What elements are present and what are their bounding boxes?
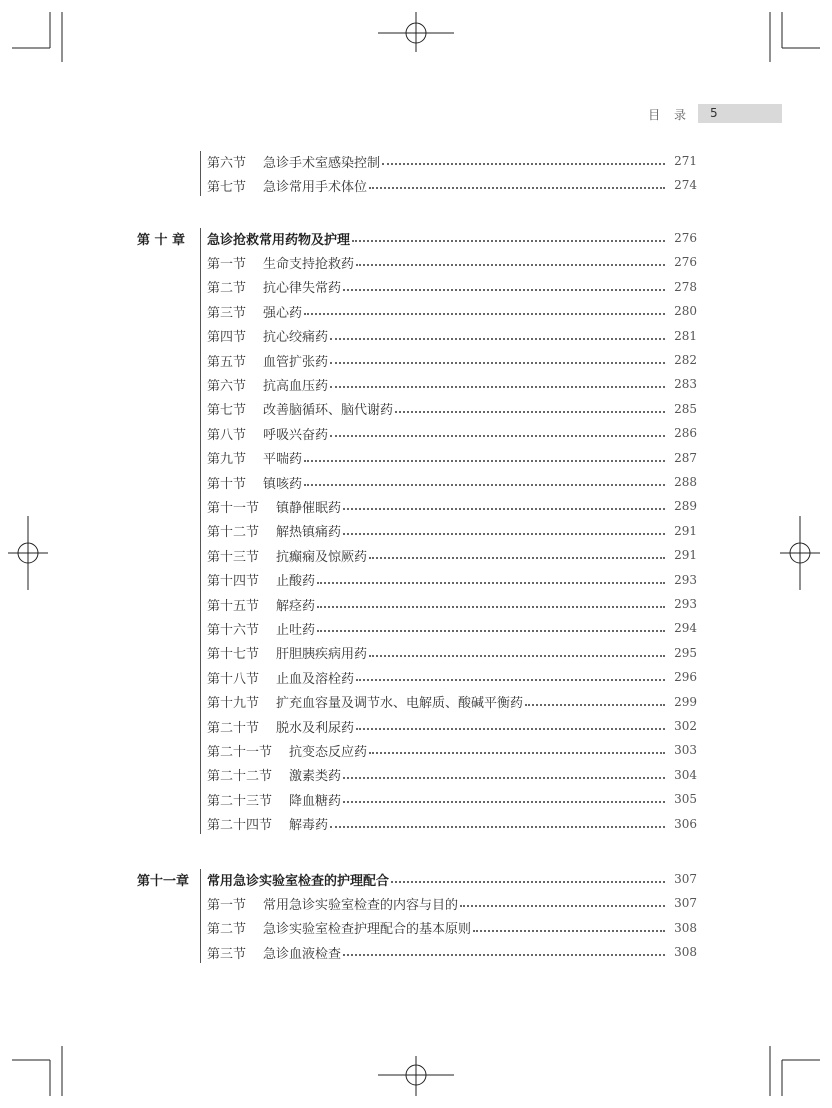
dot-leader xyxy=(369,187,665,189)
section-label: 第二十二节 xyxy=(207,769,273,785)
dot-leader xyxy=(330,386,665,388)
dot-leader xyxy=(304,460,665,462)
section-entry[interactable] xyxy=(137,789,697,809)
section-title: 肝胆胰疾病用药 xyxy=(276,647,368,663)
section-label: 第四节 xyxy=(207,330,247,346)
section-title: 平喘药 xyxy=(263,452,303,468)
section-entry[interactable] xyxy=(137,594,697,614)
section-label: 第一节 xyxy=(207,256,247,272)
section-label: 第十二节 xyxy=(207,525,260,541)
section-page: 293 xyxy=(674,572,697,587)
section-label: 第七节 xyxy=(207,179,247,195)
section-title: 止酸药 xyxy=(276,574,316,590)
section-label: 第十八节 xyxy=(207,671,260,687)
section-label: 第十九节 xyxy=(207,696,260,712)
section-entry[interactable] xyxy=(137,326,697,346)
section-page: 281 xyxy=(674,328,697,343)
dot-leader xyxy=(356,264,665,266)
section-page: 287 xyxy=(674,450,697,465)
section-label: 第九节 xyxy=(207,452,247,468)
section-title: 抗心律失常药 xyxy=(263,281,342,297)
dot-leader xyxy=(473,930,665,932)
section-page: 288 xyxy=(674,475,697,489)
section-entry[interactable] xyxy=(137,277,697,297)
section-entry[interactable] xyxy=(137,448,697,468)
section-label: 第三节 xyxy=(207,946,247,962)
section-title: 抗变态反应药 xyxy=(289,744,368,760)
section-title: 常用急诊实验室检查的内容与目的 xyxy=(263,897,459,913)
section-title: 血管扩张药 xyxy=(263,354,329,370)
divider-line xyxy=(200,151,201,196)
chapter-page: 307 xyxy=(674,872,697,886)
section-title: 解毒药 xyxy=(289,818,329,834)
section-label: 第二十一节 xyxy=(207,744,273,760)
dot-leader xyxy=(369,655,665,657)
dot-leader xyxy=(343,801,665,803)
section-title: 脱水及利尿药 xyxy=(276,720,355,736)
section-label: 第十五节 xyxy=(207,598,260,614)
dot-leader xyxy=(343,508,665,510)
section-entry[interactable] xyxy=(137,175,697,195)
dot-leader xyxy=(395,411,665,413)
dot-leader xyxy=(369,557,665,559)
section-title: 抗癫痫及惊厥药 xyxy=(276,549,368,565)
section-entry[interactable] xyxy=(137,814,697,834)
dot-leader xyxy=(356,679,665,681)
section-page: 302 xyxy=(674,719,697,733)
section-title: 急诊常用手术体位 xyxy=(263,179,368,195)
section-entry[interactable] xyxy=(137,716,697,736)
dot-leader xyxy=(317,630,665,632)
section-title: 扩充血容量及调节水、电解质、酸碱平衡药 xyxy=(276,696,524,712)
section-label: 第二节 xyxy=(207,281,247,297)
section-label: 第二十三节 xyxy=(207,793,273,809)
section-entry[interactable] xyxy=(137,350,697,370)
section-page: 294 xyxy=(674,621,697,636)
dot-leader xyxy=(343,777,665,779)
dot-leader xyxy=(330,435,665,437)
section-page: 296 xyxy=(674,670,697,685)
section-title: 急诊实验室检查护理配合的基本原则 xyxy=(263,922,472,938)
section-label: 第五节 xyxy=(207,354,247,370)
header-title: 目 录 xyxy=(648,108,686,122)
section-page: 283 xyxy=(674,377,697,392)
section-entry[interactable] xyxy=(137,496,697,516)
dot-leader xyxy=(382,163,665,165)
section-page: 306 xyxy=(674,816,697,831)
page-number-box xyxy=(698,104,782,123)
dot-leader xyxy=(330,338,665,340)
section-title: 抗心绞痛药 xyxy=(263,330,329,346)
section-page: 308 xyxy=(674,920,697,935)
registration-mark-right xyxy=(780,516,820,590)
section-label: 第七节 xyxy=(207,403,247,419)
dot-leader xyxy=(304,313,665,315)
section-entry[interactable] xyxy=(137,618,697,638)
section-page: 276 xyxy=(674,255,697,270)
section-title: 抗高血压药 xyxy=(263,378,329,394)
section-label: 第六节 xyxy=(207,155,247,171)
section-entry[interactable] xyxy=(137,521,697,541)
section-page: 274 xyxy=(674,178,697,193)
chapter-page: 276 xyxy=(674,231,697,245)
dot-leader xyxy=(352,240,665,242)
section-label: 第二十四节 xyxy=(207,818,273,834)
section-title: 降血糖药 xyxy=(289,793,342,809)
section-page: 291 xyxy=(674,548,697,563)
dot-leader xyxy=(369,752,665,754)
section-entry[interactable] xyxy=(137,918,697,938)
section-entry[interactable] xyxy=(137,399,697,419)
section-page: 293 xyxy=(674,597,697,611)
section-entry[interactable] xyxy=(137,570,697,590)
section-title: 呼吸兴奋药 xyxy=(263,427,329,443)
section-label: 第十节 xyxy=(207,476,247,492)
section-label: 第八节 xyxy=(207,427,247,443)
section-title: 生命支持抢救药 xyxy=(263,256,355,272)
section-page: 304 xyxy=(674,767,697,782)
section-page: 271 xyxy=(674,154,697,168)
section-title: 镇咳药 xyxy=(263,476,303,492)
section-title: 止血及溶栓药 xyxy=(276,671,355,687)
section-entry[interactable] xyxy=(137,374,697,394)
section-page: 282 xyxy=(674,353,697,367)
dot-leader xyxy=(356,728,665,730)
section-title: 解热镇痛药 xyxy=(276,525,342,541)
chapter-entry[interactable] xyxy=(137,869,697,889)
section-title: 急诊手术室感染控制 xyxy=(263,155,381,171)
section-entry[interactable] xyxy=(137,252,697,272)
section-label: 第一节 xyxy=(207,897,247,913)
section-entry[interactable] xyxy=(137,740,697,760)
section-label: 第十三节 xyxy=(207,549,260,565)
page-number: 5 xyxy=(710,106,718,120)
running-header xyxy=(0,104,832,123)
chapter-label: 第十一章 xyxy=(137,873,190,889)
section-label: 第六节 xyxy=(207,378,247,394)
section-entry[interactable] xyxy=(137,545,697,565)
section-title: 改善脑循环、脑代谢药 xyxy=(263,403,394,419)
section-page: 291 xyxy=(674,523,697,538)
section-entry[interactable] xyxy=(137,301,697,321)
section-page: 280 xyxy=(674,304,697,319)
section-entry[interactable] xyxy=(137,151,697,171)
dot-leader xyxy=(525,704,665,706)
dot-leader xyxy=(317,606,665,608)
section-page: 286 xyxy=(674,426,697,441)
section-label: 第十七节 xyxy=(207,647,260,663)
section-page: 285 xyxy=(674,401,697,416)
section-page: 303 xyxy=(674,743,697,758)
section-title: 镇静催眠药 xyxy=(276,500,342,516)
dot-leader xyxy=(330,362,665,364)
section-entry[interactable] xyxy=(137,692,697,712)
chapter-entry[interactable] xyxy=(137,228,697,248)
section-entry[interactable] xyxy=(137,765,697,785)
dot-leader xyxy=(317,582,665,584)
section-page: 299 xyxy=(674,694,697,709)
section-page: 295 xyxy=(674,645,697,660)
section-title: 急诊血液检查 xyxy=(263,946,342,962)
section-page: 278 xyxy=(674,279,697,294)
section-entry[interactable] xyxy=(137,643,697,663)
section-label: 第三节 xyxy=(207,305,247,321)
section-title: 解痉药 xyxy=(276,598,316,614)
section-label: 第二节 xyxy=(207,922,247,938)
section-label: 第二十节 xyxy=(207,720,260,736)
section-entry[interactable] xyxy=(137,893,697,913)
section-page: 308 xyxy=(674,945,697,960)
section-label: 第十一节 xyxy=(207,500,260,516)
chapter-label: 第 十 章 xyxy=(137,232,186,248)
section-page: 307 xyxy=(674,896,697,911)
section-label: 第十四节 xyxy=(207,574,260,590)
section-entry[interactable] xyxy=(137,942,697,962)
section-entry[interactable] xyxy=(137,423,697,443)
registration-mark-left xyxy=(8,516,48,590)
section-title: 止吐药 xyxy=(276,622,316,638)
dot-leader xyxy=(330,826,665,828)
registration-mark-bottom xyxy=(378,1056,454,1096)
chapter-title: 常用急诊实验室检查的护理配合 xyxy=(207,873,390,889)
dot-leader xyxy=(304,484,665,486)
section-page: 305 xyxy=(674,792,697,807)
divider-line xyxy=(200,228,201,834)
registration-mark-top xyxy=(378,12,454,52)
section-title: 强心药 xyxy=(263,305,303,321)
dot-leader xyxy=(391,881,665,883)
section-page: 289 xyxy=(674,499,697,514)
section-entry[interactable] xyxy=(137,667,697,687)
section-title: 激素类药 xyxy=(289,769,342,785)
dot-leader xyxy=(343,533,665,535)
dot-leader xyxy=(460,905,665,907)
section-entry[interactable] xyxy=(137,472,697,492)
dot-leader xyxy=(343,289,665,291)
dot-leader xyxy=(343,954,665,956)
section-label: 第十六节 xyxy=(207,622,260,638)
chapter-title: 急诊抢救常用药物及护理 xyxy=(207,232,351,248)
divider-line xyxy=(200,869,201,963)
